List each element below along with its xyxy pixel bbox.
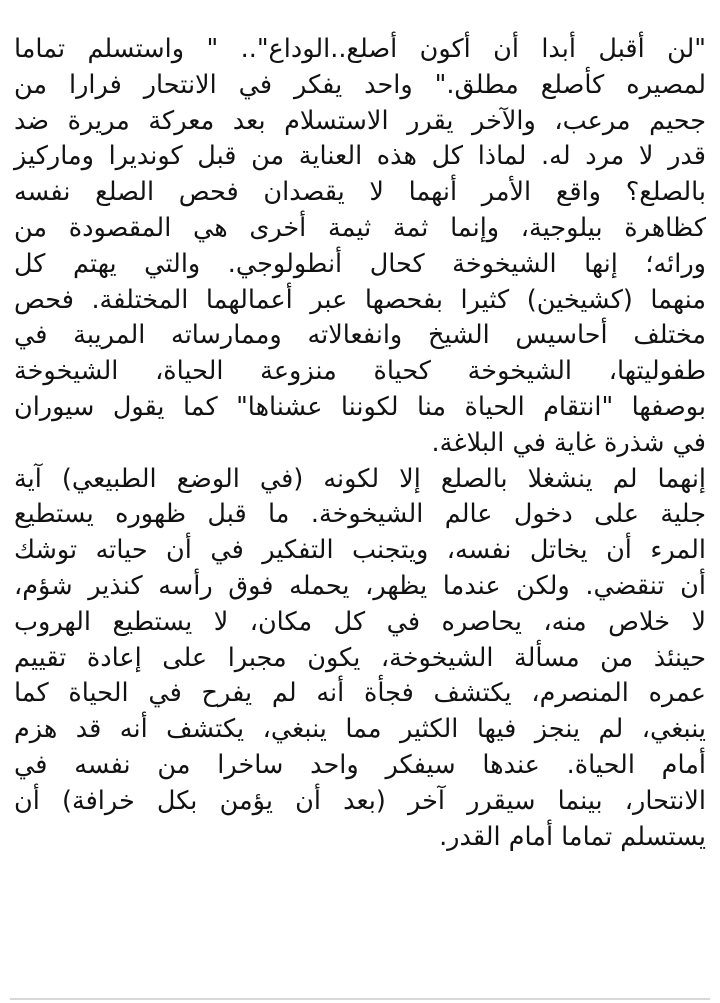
paragraph-2 [14,462,706,856]
text-line: عمره المنصرم، يكتشف فجأة أنه لم يفرح في الحياة كما [14,678,706,709]
text-line: ورائه؛ إنها الشيخوخة كحال أنطولوجي. والتي يهتم كل [14,248,706,279]
text-line: إنهما لم ينشغلا بالصلع إلا لكونه (في الوضع الطبيعي) آية [14,463,706,494]
text-line: يستسلم تماما أمام القدر. [439,821,706,852]
text-line: جلية على دخول عالم الشيخوخة. ما قبل ظهوره يستطيع [14,499,706,530]
bottom-divider [10,998,710,1000]
text-line: طفوليتها، الشيخوخة كحياة منزوعة الحياة، الشيخوخة [14,356,706,387]
text-line: أن تنقضي. ولكن عندما يظهر، يحمله فوق رأسه كنذير شؤم، [14,570,706,601]
text-line: في شذرة غاية في البلاغة. [431,427,706,458]
paragraph-1 [14,32,706,462]
text-line: ينبغي، لم ينجز فيها الكثير مما ينبغي، يكتشف أنه قد هزم [14,714,706,745]
text-line: حينئذ من مسألة الشيخوخة، يكون مجبرا على إعادة تقييم [14,642,706,673]
text-line: لمصيره كأصلع مطلق." واحد يفكر في الانتحار فرارا من [14,69,706,100]
text-line: منهما (كشيخين) كثيرا بفحصها عبر أعمالهما المختلفة. فحص [14,284,706,315]
text-line: بالصلع؟ واقع الأمر أنهما لا يقصدان فحص الصلع نفسه [14,177,706,208]
text-line: مختلف أحاسيس الشيخ وانفعالاته وممارساته المريبة في [14,320,706,351]
text-line: الانتحار، بينما سيقرر آخر (بعد أن يؤمن بكل خرافة) أن [14,785,706,816]
text-line: المرء أن يخاتل نفسه، ويتجنب التفكير في أن حياته توشك [14,535,706,566]
text-line: بوصفها "انتقام الحياة منا لكوننا عشناها" كما يقول سيوران [14,391,706,422]
text-line: قدر لا مرد له. لماذا كل هذه العناية من قبل كونديرا وماركيز [14,141,706,172]
text-line: أمام الحياة. عندها سيفكر واحد ساخرا من نفسه في [14,749,706,780]
text-line: جحيم مرعب، والآخر يقرر الاستسلام بعد معركة مريرة ضد [14,105,706,136]
article-text [14,32,706,855]
text-line: "لن أقبل أبدا أن أكون أصلع..الوداع".. " واستسلم تماما [14,34,706,64]
text-line: كظاهرة بيلوجية، وإنما ثمة ثيمة أخرى هي المقصودة من [14,212,706,243]
text-line: لا خلاص منه، يحاصره في كل مكان، لا يستطيع الهروب [14,606,706,637]
